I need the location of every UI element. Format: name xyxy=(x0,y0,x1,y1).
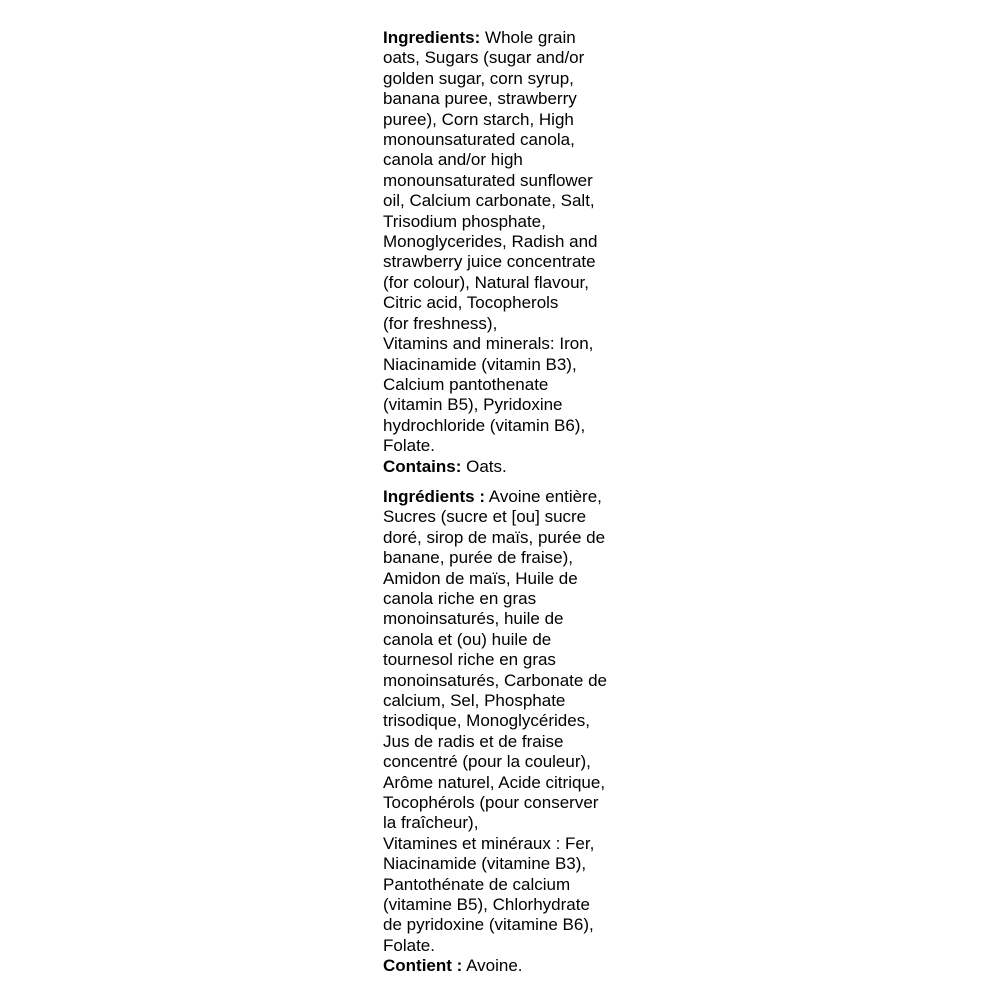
ingredient-text: Citric acid, Tocopherols xyxy=(383,293,559,313)
section-heading: Ingredients: xyxy=(383,28,481,47)
ingredient-text: strawberry juice concentrate xyxy=(383,252,596,272)
ingredient-text-line xyxy=(383,293,633,313)
ingredient-text: Avoine entière, xyxy=(485,486,602,506)
ingredient-text: trisodique, Monoglycérides, xyxy=(383,711,590,731)
ingredient-text: (for colour), Natural flavour, xyxy=(383,272,589,292)
ingredient-text: monounsaturated canola, xyxy=(383,130,575,150)
ingredient-text: banane, purée de fraise), xyxy=(383,548,573,568)
ingredient-text-line xyxy=(383,416,633,436)
ingredient-text: monoinsaturés, Carbonate de xyxy=(383,670,607,690)
ingredient-text-line xyxy=(383,752,633,772)
ingredient-text: tournesol riche en gras xyxy=(383,650,556,670)
ingredient-text: concentré (pour la couleur), xyxy=(383,752,591,772)
ingredient-text-line xyxy=(383,89,633,109)
french-ingredients-block xyxy=(383,487,633,977)
section-heading: Ingrédients : xyxy=(383,486,486,506)
section-heading: Contient : xyxy=(383,956,463,976)
ingredient-text: (vitamine B5), Chlorhydrate xyxy=(383,895,590,915)
ingredient-text: Niacinamide (vitamin B3), xyxy=(383,354,577,374)
ingredient-text: Vitamines et minéraux : Fer, xyxy=(383,833,595,853)
ingredient-text-line xyxy=(383,252,633,272)
ingredient-text-line xyxy=(383,813,633,833)
ingredient-text-line xyxy=(383,436,633,456)
ingredient-text-line xyxy=(383,314,633,334)
ingredient-text: Pantothénate de calcium xyxy=(383,874,571,894)
ingredient-text: doré, sirop de maïs, purée de xyxy=(383,527,606,547)
ingredient-text-line xyxy=(383,711,633,731)
ingredient-text: monounsaturated sunflower xyxy=(383,170,593,190)
ingredient-text-line xyxy=(383,569,633,589)
ingredient-text-line xyxy=(383,589,633,609)
section-heading: Contains: xyxy=(383,456,462,476)
ingredient-text-line xyxy=(383,69,633,89)
ingredient-text: canola and/or high xyxy=(383,150,523,170)
ingredient-text: oil, Calcium carbonate, Salt, xyxy=(383,191,595,211)
ingredient-text-line xyxy=(383,936,633,956)
ingredient-text: (vitamin B5), Pyridoxine xyxy=(383,395,563,415)
ingredient-text-line xyxy=(383,956,633,976)
ingredient-text: Oats. xyxy=(461,456,507,476)
ingredient-text-line xyxy=(383,630,633,650)
ingredient-text-line xyxy=(383,487,633,507)
ingredient-text-line xyxy=(383,334,633,354)
ingredient-text: Calcium pantothenate xyxy=(383,374,549,394)
ingredient-text: golden sugar, corn syrup, xyxy=(383,68,574,88)
ingredient-text-line xyxy=(383,650,633,670)
ingredient-text: canola riche en gras xyxy=(383,588,537,608)
ingredient-text-line xyxy=(383,273,633,293)
ingredient-text-line xyxy=(383,355,633,375)
ingredient-text-line xyxy=(383,28,633,48)
ingredient-text: oats, Sugars (sugar and/or xyxy=(383,48,585,68)
ingredient-text: la fraîcheur), xyxy=(383,813,479,833)
ingredient-text-line xyxy=(383,110,633,130)
ingredient-text-line xyxy=(383,375,633,395)
ingredient-text: Tocophérols (pour conserver xyxy=(383,793,599,813)
ingredient-text: calcium, Sel, Phosphate xyxy=(383,691,566,710)
ingredient-text: Sucres (sucre et [ou] sucre xyxy=(383,507,587,527)
ingredient-text-line xyxy=(383,915,633,935)
ingredients-label-panel xyxy=(383,28,633,977)
ingredient-text: (for freshness), xyxy=(383,313,498,333)
ingredient-text-line xyxy=(383,834,633,854)
ingredient-text: de pyridoxine (vitamine B6), xyxy=(383,915,594,935)
ingredient-text: Monoglycerides, Radish and xyxy=(383,232,598,252)
english-ingredients-block xyxy=(383,28,633,477)
ingredient-text: Trisodium phosphate, xyxy=(383,211,546,231)
ingredient-text: puree), Corn starch, High xyxy=(383,109,574,129)
ingredient-text-line xyxy=(383,875,633,895)
ingredient-text: canola et (ou) huile de xyxy=(383,629,552,649)
ingredient-text-line xyxy=(383,732,633,752)
ingredient-text-line xyxy=(383,395,633,415)
ingredient-text: Folate. xyxy=(383,436,435,456)
ingredient-text-line xyxy=(383,507,633,527)
ingredient-text: Arôme naturel, Acide citrique, xyxy=(383,772,606,792)
ingredient-text: banana puree, strawberry xyxy=(383,89,577,109)
ingredient-text: Folate. xyxy=(383,935,435,955)
ingredient-text-line xyxy=(383,793,633,813)
ingredient-text-line xyxy=(383,150,633,170)
ingredient-text: Vitamins and minerals: Iron, xyxy=(383,334,594,354)
ingredient-text-line xyxy=(383,191,633,211)
ingredient-text-line xyxy=(383,609,633,629)
ingredient-text-line xyxy=(383,548,633,568)
ingredient-text-line xyxy=(383,773,633,793)
ingredient-text-line xyxy=(383,232,633,252)
ingredient-text-line xyxy=(383,457,633,477)
ingredient-text-line xyxy=(383,48,633,68)
ingredient-text-line xyxy=(383,671,633,691)
ingredient-text: Jus de radis et de fraise xyxy=(383,731,564,751)
ingredient-text: Whole grain xyxy=(480,28,576,47)
ingredient-text: hydrochloride (vitamin B6), xyxy=(383,415,586,435)
ingredient-text: Avoine. xyxy=(462,956,523,976)
ingredient-text-line xyxy=(383,171,633,191)
ingredient-text: Amidon de maïs, Huile de xyxy=(383,568,578,588)
ingredient-text-line xyxy=(383,895,633,915)
ingredient-text-line xyxy=(383,528,633,548)
ingredient-text-line xyxy=(383,854,633,874)
ingredient-text-line xyxy=(383,130,633,150)
ingredient-text-line xyxy=(383,212,633,232)
ingredient-text-line xyxy=(383,691,633,711)
ingredient-text: Niacinamide (vitamine B3), xyxy=(383,854,587,874)
ingredient-text: monoinsaturés, huile de xyxy=(383,609,564,629)
